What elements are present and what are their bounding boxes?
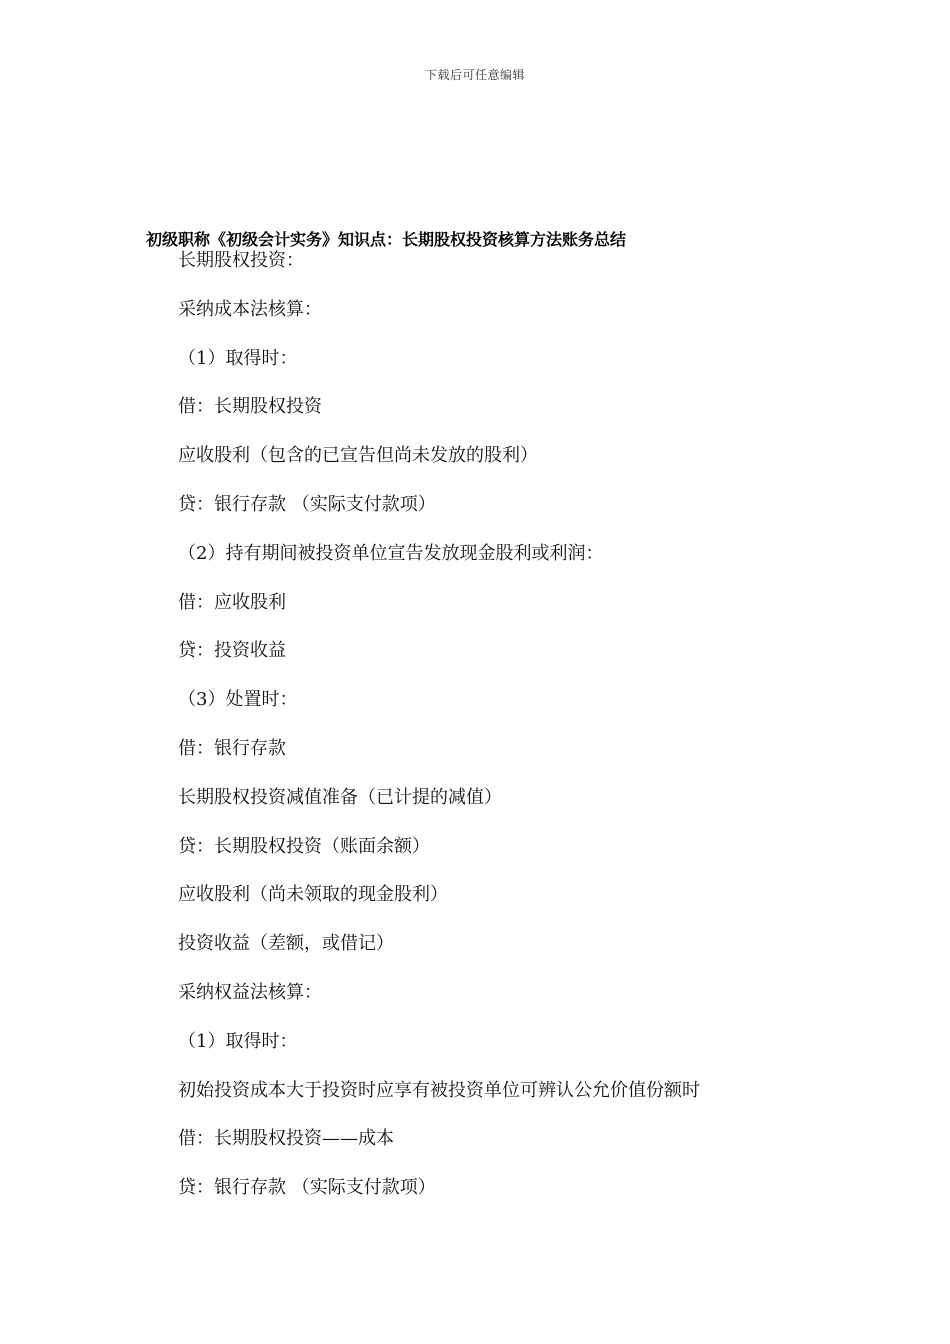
- text-line: （1）取得时：: [178, 347, 298, 369]
- text-line: 贷：投资收益: [178, 640, 286, 662]
- text-line: 贷：银行存款 （实际支付款项）: [178, 1177, 436, 1199]
- text-line: （1）取得时：: [178, 1030, 298, 1052]
- text-line: 应收股利（尚未领取的现金股利）: [178, 884, 448, 906]
- text-line: 借：应收股利: [178, 591, 286, 613]
- text-line: 采纳成本法核算：: [178, 298, 322, 320]
- document-title: 初级职称《初级会计实务》知识点：长期股权投资核算方法账务总结: [146, 230, 627, 249]
- text-line: 借：长期股权投资: [178, 396, 322, 418]
- text-line: 长期股权投资减值准备（已计提的减值）: [178, 786, 502, 808]
- body-text: [178, 249, 700, 1225]
- text-line: 应收股利（包含的已宣告但尚未发放的股利）: [178, 445, 538, 467]
- text-line: （2）持有期间被投资单位宣告发放现金股利或利润：: [178, 542, 604, 564]
- text-line: 借：长期股权投资——成本: [178, 1128, 394, 1150]
- text-line: 初始投资成本大于投资时应享有被投资单位可辨认公允价值份额时: [178, 1079, 700, 1101]
- header-note: 下载后可任意编辑: [424, 68, 525, 82]
- text-line: 贷：长期股权投资（账面余额）: [178, 835, 430, 857]
- text-line: 投资收益（差额，或借记）: [178, 933, 394, 955]
- text-line: （3）处置时：: [178, 689, 298, 711]
- text-line: 采纳权益法核算：: [178, 981, 322, 1003]
- text-line: 借：银行存款: [178, 737, 286, 759]
- text-line: 长期股权投资：: [178, 250, 304, 271]
- text-line: 贷：银行存款 （实际支付款项）: [178, 493, 436, 515]
